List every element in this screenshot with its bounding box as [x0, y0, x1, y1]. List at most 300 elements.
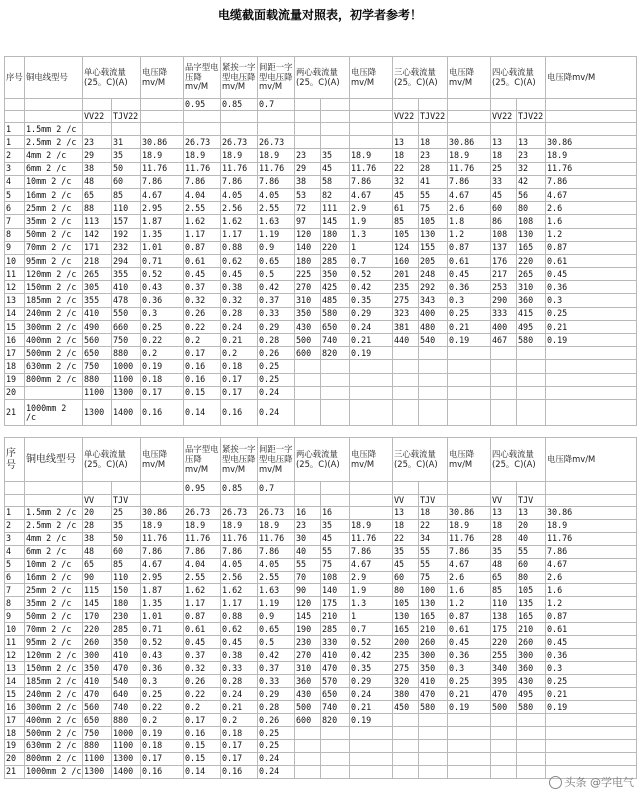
table-cell: 470 — [491, 688, 517, 701]
table-cell: 0.19 — [546, 701, 637, 714]
table-cell: 0.18 — [141, 373, 184, 386]
subheader-row — [5, 111, 637, 123]
table-cell: 0.2 — [141, 713, 184, 726]
table-cell: 0.25 — [258, 373, 295, 386]
table-cell: 40 — [517, 532, 546, 545]
table-cell: 175 — [321, 597, 350, 610]
table-cell: 0.17 — [221, 739, 258, 752]
table-cell: 22 — [393, 162, 419, 175]
table-cell: 45 — [321, 162, 350, 175]
table-cell: 7.86 — [350, 545, 393, 558]
table-cell: 4.05 — [221, 188, 258, 201]
table-cell: 0.36 — [448, 281, 491, 294]
table-cell: 140 — [321, 584, 350, 597]
table-cell: 265 — [83, 268, 112, 281]
factor-cell: 0.95 — [184, 99, 221, 111]
table-row — [5, 320, 637, 333]
subheader-cell — [350, 111, 393, 123]
table-cell — [321, 765, 350, 778]
table-cell: 11.76 — [546, 532, 637, 545]
table-cell: 630mm 2 /c — [25, 739, 83, 752]
table-cell: 1.63 — [258, 584, 295, 597]
factor-cell — [25, 99, 83, 111]
table-cell: 0.17 — [141, 386, 184, 399]
table-cell: 160 — [393, 254, 419, 267]
table-cell: 1.5mm 2 /c — [25, 123, 83, 136]
table-cell: 0.5 — [258, 268, 295, 281]
table-row — [5, 675, 637, 688]
table-cell: 1.62 — [221, 584, 258, 597]
table-cell — [350, 726, 393, 739]
table-cell: 65 — [491, 571, 517, 584]
table-cell: 220 — [83, 623, 112, 636]
table-cell: 360 — [517, 294, 546, 307]
table-cell — [393, 347, 419, 360]
table-cell — [321, 123, 350, 136]
table-cell — [184, 123, 221, 136]
subheader-cell: TJV22 — [112, 111, 141, 123]
table-cell: 630mm 2 /c — [25, 360, 83, 373]
table-cell: 300mm 2 /c — [25, 320, 83, 333]
table-cell: 105 — [419, 215, 448, 228]
table-cell: 100 — [419, 584, 448, 597]
table-cell: 0.45 — [221, 268, 258, 281]
table-cell: 18.9 — [221, 519, 258, 532]
table-cell: 12 — [5, 281, 25, 294]
factor-cell — [393, 482, 419, 494]
table-cell: 18 — [5, 360, 25, 373]
table-cell: 4.67 — [350, 558, 393, 571]
table-cell: 18.9 — [350, 149, 393, 162]
table-row — [5, 228, 637, 241]
table-cell: 1100 — [112, 739, 141, 752]
table-cell: 0.9 — [258, 610, 295, 623]
table-row — [5, 532, 637, 545]
table-cell: 16mm 2 /c — [25, 188, 83, 201]
table-cell: 108 — [517, 215, 546, 228]
table-cell: 820 — [321, 347, 350, 360]
table-cell: 0.3 — [546, 662, 637, 675]
table-cell: 0.45 — [546, 268, 637, 281]
table-cell — [419, 765, 448, 778]
table-cell: 108 — [321, 571, 350, 584]
table-cell: 430 — [295, 320, 321, 333]
table-row — [5, 713, 637, 726]
table-cell: 0.71 — [141, 623, 184, 636]
table-cell: 1 — [350, 610, 393, 623]
subheader-cell — [141, 111, 184, 123]
table-cell — [419, 360, 448, 373]
table-cell: 18.9 — [546, 519, 637, 532]
watermark — [549, 774, 635, 790]
table-cell: 400 — [491, 320, 517, 333]
table-cell — [393, 386, 419, 399]
table-cell: 0.24 — [258, 386, 295, 399]
table-cell — [295, 386, 321, 399]
table-cell: 235 — [393, 649, 419, 662]
table-cell: 0.32 — [184, 662, 221, 675]
header-row — [5, 438, 637, 482]
table-cell: 0.7 — [350, 254, 393, 267]
table-cell: 70 — [295, 571, 321, 584]
subheader-cell — [258, 494, 295, 506]
table-cell: 4.67 — [546, 188, 637, 201]
table-cell: 265 — [517, 268, 546, 281]
subheader-cell — [25, 494, 83, 506]
table-cell: 0.38 — [221, 281, 258, 294]
table-cell — [546, 386, 637, 399]
table-cell: 33 — [491, 175, 517, 188]
table-cell: 205 — [419, 254, 448, 267]
subheader-cell: VV22 — [491, 111, 517, 123]
table-cell: 21 — [5, 399, 25, 425]
table-cell: 4mm 2 /c — [25, 532, 83, 545]
table-cell — [321, 739, 350, 752]
table-cell: 0.17 — [184, 347, 221, 360]
subheader-cell — [448, 111, 491, 123]
table-cell: 0.33 — [221, 662, 258, 675]
table-cell: 1.87 — [141, 215, 184, 228]
table-cell: 105 — [393, 228, 419, 241]
table-cell: 0.7 — [350, 623, 393, 636]
table-cell: 275 — [393, 294, 419, 307]
table-cell: 1.17 — [184, 597, 221, 610]
table-cell: 0.25 — [258, 360, 295, 373]
table-cell: 28 — [83, 519, 112, 532]
header-cell: 电压降mv/M — [546, 438, 637, 482]
table-cell: 171 — [83, 241, 112, 254]
table-cell: 330 — [321, 636, 350, 649]
table-cell: 0.25 — [448, 307, 491, 320]
table-cell: 360 — [295, 675, 321, 688]
table-cell: 18.9 — [184, 519, 221, 532]
table-cell — [517, 726, 546, 739]
table-cell: 2.5mm 2 /c — [25, 519, 83, 532]
header-cell: 两心载流量(25。C)(A) — [295, 57, 350, 99]
factor-cell — [83, 99, 112, 111]
table-cell — [517, 347, 546, 360]
table-cell: 0.36 — [141, 294, 184, 307]
table-cell: 55 — [295, 558, 321, 571]
table-cell: 45 — [321, 532, 350, 545]
table-cell: 35mm 2 /c — [25, 215, 83, 228]
table-cell: 0.24 — [258, 752, 295, 765]
table-cell: 300mm 2 /c — [25, 701, 83, 714]
table-cell: 225 — [295, 268, 321, 281]
table-cell: 1.87 — [141, 584, 184, 597]
table-cell: 4.05 — [258, 188, 295, 201]
table-cell: 38 — [83, 162, 112, 175]
table-cell: 137 — [491, 241, 517, 254]
table-cell: 292 — [419, 281, 448, 294]
table-cell: 7.86 — [184, 545, 221, 558]
table-cell: 18.9 — [221, 149, 258, 162]
table-cell: 0.29 — [350, 675, 393, 688]
table-cell: 25 — [491, 162, 517, 175]
table-cell: 0.87 — [184, 610, 221, 623]
table-cell: 38 — [295, 175, 321, 188]
table-cell: 65 — [83, 188, 112, 201]
table-cell: 0.24 — [258, 399, 295, 425]
table-cell: 480 — [419, 320, 448, 333]
table-cell: 165 — [517, 241, 546, 254]
table-cell: 2.6 — [448, 202, 491, 215]
table-cell: 1.01 — [141, 241, 184, 254]
table-cell: 500mm 2 /c — [25, 347, 83, 360]
table-cell: 29 — [83, 149, 112, 162]
table-cell: 10 — [5, 254, 25, 267]
table-cell: 6mm 2 /c — [25, 162, 83, 175]
table-cell: 1000 — [112, 726, 141, 739]
table-cell: 440 — [393, 334, 419, 347]
table-cell: 35 — [393, 545, 419, 558]
table-row — [5, 739, 637, 752]
table-cell: 0.87 — [546, 241, 637, 254]
table-cell: 300 — [419, 649, 448, 662]
table-cell: 0.26 — [258, 347, 295, 360]
table-cell — [321, 752, 350, 765]
subheader-cell — [546, 111, 637, 123]
table-cell: 218 — [83, 254, 112, 267]
table-cell: 0.37 — [258, 294, 295, 307]
table-cell — [491, 765, 517, 778]
table-cell: 18.9 — [448, 519, 491, 532]
table-cell: 0.19 — [448, 334, 491, 347]
table-cell: 550 — [112, 307, 141, 320]
table-cell: 72 — [295, 202, 321, 215]
table-cell: 50 — [112, 532, 141, 545]
table-row — [5, 373, 637, 386]
table-cell: 19 — [5, 373, 25, 386]
table-cell: 130 — [419, 597, 448, 610]
table-cell — [419, 739, 448, 752]
table-cell: 1.9 — [350, 215, 393, 228]
table-cell: 55 — [321, 545, 350, 558]
factor-cell — [112, 99, 141, 111]
table-cell — [517, 399, 546, 425]
table-cell: 4.67 — [141, 558, 184, 571]
table-cell: 350 — [419, 662, 448, 675]
table-cell: 0.17 — [221, 386, 258, 399]
factor-cell — [419, 482, 448, 494]
factor-cell — [295, 99, 321, 111]
table-cell: 7.86 — [546, 545, 637, 558]
table-cell — [517, 123, 546, 136]
table-cell: 30.86 — [546, 136, 637, 149]
table-cell — [393, 713, 419, 726]
table-cell: 0.29 — [258, 688, 295, 701]
table-cell: 340 — [491, 662, 517, 675]
table-cell: 640 — [112, 688, 141, 701]
table-cell — [350, 399, 393, 425]
table-cell: 18.9 — [258, 149, 295, 162]
table-cell: 305 — [83, 281, 112, 294]
table-cell: 4.05 — [221, 558, 258, 571]
table-cell: 2 — [5, 519, 25, 532]
table-cell: 0.36 — [448, 649, 491, 662]
table-cell: 1.6 — [546, 584, 637, 597]
table-cell: 30.86 — [546, 506, 637, 519]
table-cell: 17 — [5, 347, 25, 360]
table-cell: 381 — [393, 320, 419, 333]
table-cell — [546, 373, 637, 386]
table-cell: 14 — [5, 675, 25, 688]
table-cell — [419, 399, 448, 425]
factor-cell — [491, 99, 517, 111]
table-row — [5, 662, 637, 675]
table-cell: 13 — [393, 136, 419, 149]
table-cell: 9 — [5, 241, 25, 254]
table-cell: 2.55 — [184, 202, 221, 215]
table-cell: 0.24 — [258, 765, 295, 778]
table-cell: 1000mm 2 /c — [25, 399, 83, 425]
table-cell: 0.22 — [184, 320, 221, 333]
table-cell — [491, 752, 517, 765]
table-cell — [448, 752, 491, 765]
table-cell: 2.95 — [141, 571, 184, 584]
table-cell — [295, 373, 321, 386]
table-cell: 0.21 — [448, 320, 491, 333]
table-cell: 19 — [5, 739, 25, 752]
table-cell: 85 — [393, 215, 419, 228]
table-cell: 55 — [419, 558, 448, 571]
table-cell: 0.25 — [258, 739, 295, 752]
table-cell: 18 — [419, 136, 448, 149]
table-cell: 450 — [393, 701, 419, 714]
table-cell: 0.61 — [546, 623, 637, 636]
subheader-cell: TJV22 — [517, 111, 546, 123]
table-cell: 0.42 — [350, 281, 393, 294]
table-cell: 30.86 — [448, 136, 491, 149]
table-cell: 0.32 — [221, 294, 258, 307]
table-cell: 1100 — [112, 373, 141, 386]
table-cell: 1.5mm 2 /c — [25, 506, 83, 519]
table-cell: 16mm 2 /c — [25, 571, 83, 584]
table-cell: 0.16 — [141, 765, 184, 778]
table-cell: 23 — [295, 519, 321, 532]
table-row — [5, 123, 637, 136]
factor-cell — [448, 482, 491, 494]
table-cell — [295, 726, 321, 739]
table-cell: 61 — [393, 202, 419, 215]
table-cell: 35 — [112, 519, 141, 532]
table-cell — [350, 360, 393, 373]
table-cell: 45 — [393, 558, 419, 571]
table-cell: 18.9 — [448, 149, 491, 162]
table-cell: 120mm 2 /c — [25, 268, 83, 281]
table-cell: 220 — [517, 254, 546, 267]
table-cell: 1.3 — [350, 228, 393, 241]
table-cell — [546, 726, 637, 739]
table-row — [5, 701, 637, 714]
table-cell: 120 — [295, 228, 321, 241]
table-cell: 60 — [112, 175, 141, 188]
cable-table-2 — [4, 437, 636, 779]
table-cell: 1.9 — [350, 584, 393, 597]
table-cell: 410 — [112, 281, 141, 294]
table-cell: 255 — [491, 649, 517, 662]
table-cell — [491, 726, 517, 739]
table-cell: 1.62 — [184, 584, 221, 597]
table-cell: 18 — [393, 519, 419, 532]
table-cell: 25 — [112, 506, 141, 519]
table-cell: 170 — [83, 610, 112, 623]
table-cell: 0.33 — [258, 307, 295, 320]
header-cell: 序号 — [5, 57, 25, 99]
table-row — [5, 268, 637, 281]
table-cell: 0.24 — [350, 688, 393, 701]
table-cell: 60 — [517, 558, 546, 571]
table-cell: 410 — [83, 307, 112, 320]
table-cell: 17 — [5, 713, 25, 726]
table-cell: 7.86 — [258, 175, 295, 188]
table-cell: 1.35 — [141, 228, 184, 241]
table-cell — [350, 386, 393, 399]
table-cell: 0.16 — [184, 373, 221, 386]
table-cell: 1.17 — [184, 228, 221, 241]
table-cell: 0.28 — [221, 307, 258, 320]
table-cell: 0.45 — [448, 268, 491, 281]
table-cell: 105 — [393, 597, 419, 610]
table-cell: 880 — [83, 373, 112, 386]
header-cell: 电压降mv/M — [448, 57, 491, 99]
table-cell: 18 — [419, 506, 448, 519]
table-cell: 10 — [5, 623, 25, 636]
factor-cell: 0.85 — [221, 482, 258, 494]
table-cell: 35mm 2 /c — [25, 597, 83, 610]
table-cell: 1.19 — [258, 597, 295, 610]
table-cell — [546, 713, 637, 726]
table-cell: 0.36 — [546, 649, 637, 662]
table-cell: 0.62 — [221, 623, 258, 636]
table-cell: 217 — [491, 268, 517, 281]
table-cell — [321, 399, 350, 425]
table-row — [5, 188, 637, 201]
table-cell: 157 — [112, 215, 141, 228]
subheader-cell: TJV22 — [419, 111, 448, 123]
table-cell: 400mm 2 /c — [25, 713, 83, 726]
subheader-cell — [25, 111, 83, 123]
table-cell: 7.86 — [184, 175, 221, 188]
table-cell: 4.04 — [184, 188, 221, 201]
table-cell: 0.2 — [184, 334, 221, 347]
table-cell: 8 — [5, 597, 25, 610]
table-row — [5, 307, 637, 320]
table-cell: 410 — [321, 649, 350, 662]
table-cell: 180 — [321, 228, 350, 241]
table-row — [5, 215, 637, 228]
table-cell: 14 — [5, 307, 25, 320]
table-cell: 0.21 — [350, 701, 393, 714]
table-cell — [350, 739, 393, 752]
table-cell: 540 — [112, 675, 141, 688]
table-cell: 0.16 — [221, 765, 258, 778]
table-cell: 201 — [393, 268, 419, 281]
header-cell: 四心载流量(25。C)(A) — [491, 438, 546, 482]
table-cell: 26.73 — [221, 136, 258, 149]
table-cell: 1300 — [83, 399, 112, 425]
subheader-cell: VV22 — [83, 111, 112, 123]
table-cell: 10mm 2 /c — [25, 175, 83, 188]
table-cell: 2 — [5, 149, 25, 162]
subheader-cell: TJV — [419, 494, 448, 506]
table-cell — [546, 752, 637, 765]
table-cell: 0.61 — [184, 254, 221, 267]
cable-table-2-grid — [4, 437, 637, 779]
table-cell — [517, 739, 546, 752]
table-cell: 230 — [112, 610, 141, 623]
table-cell: 13 — [517, 136, 546, 149]
